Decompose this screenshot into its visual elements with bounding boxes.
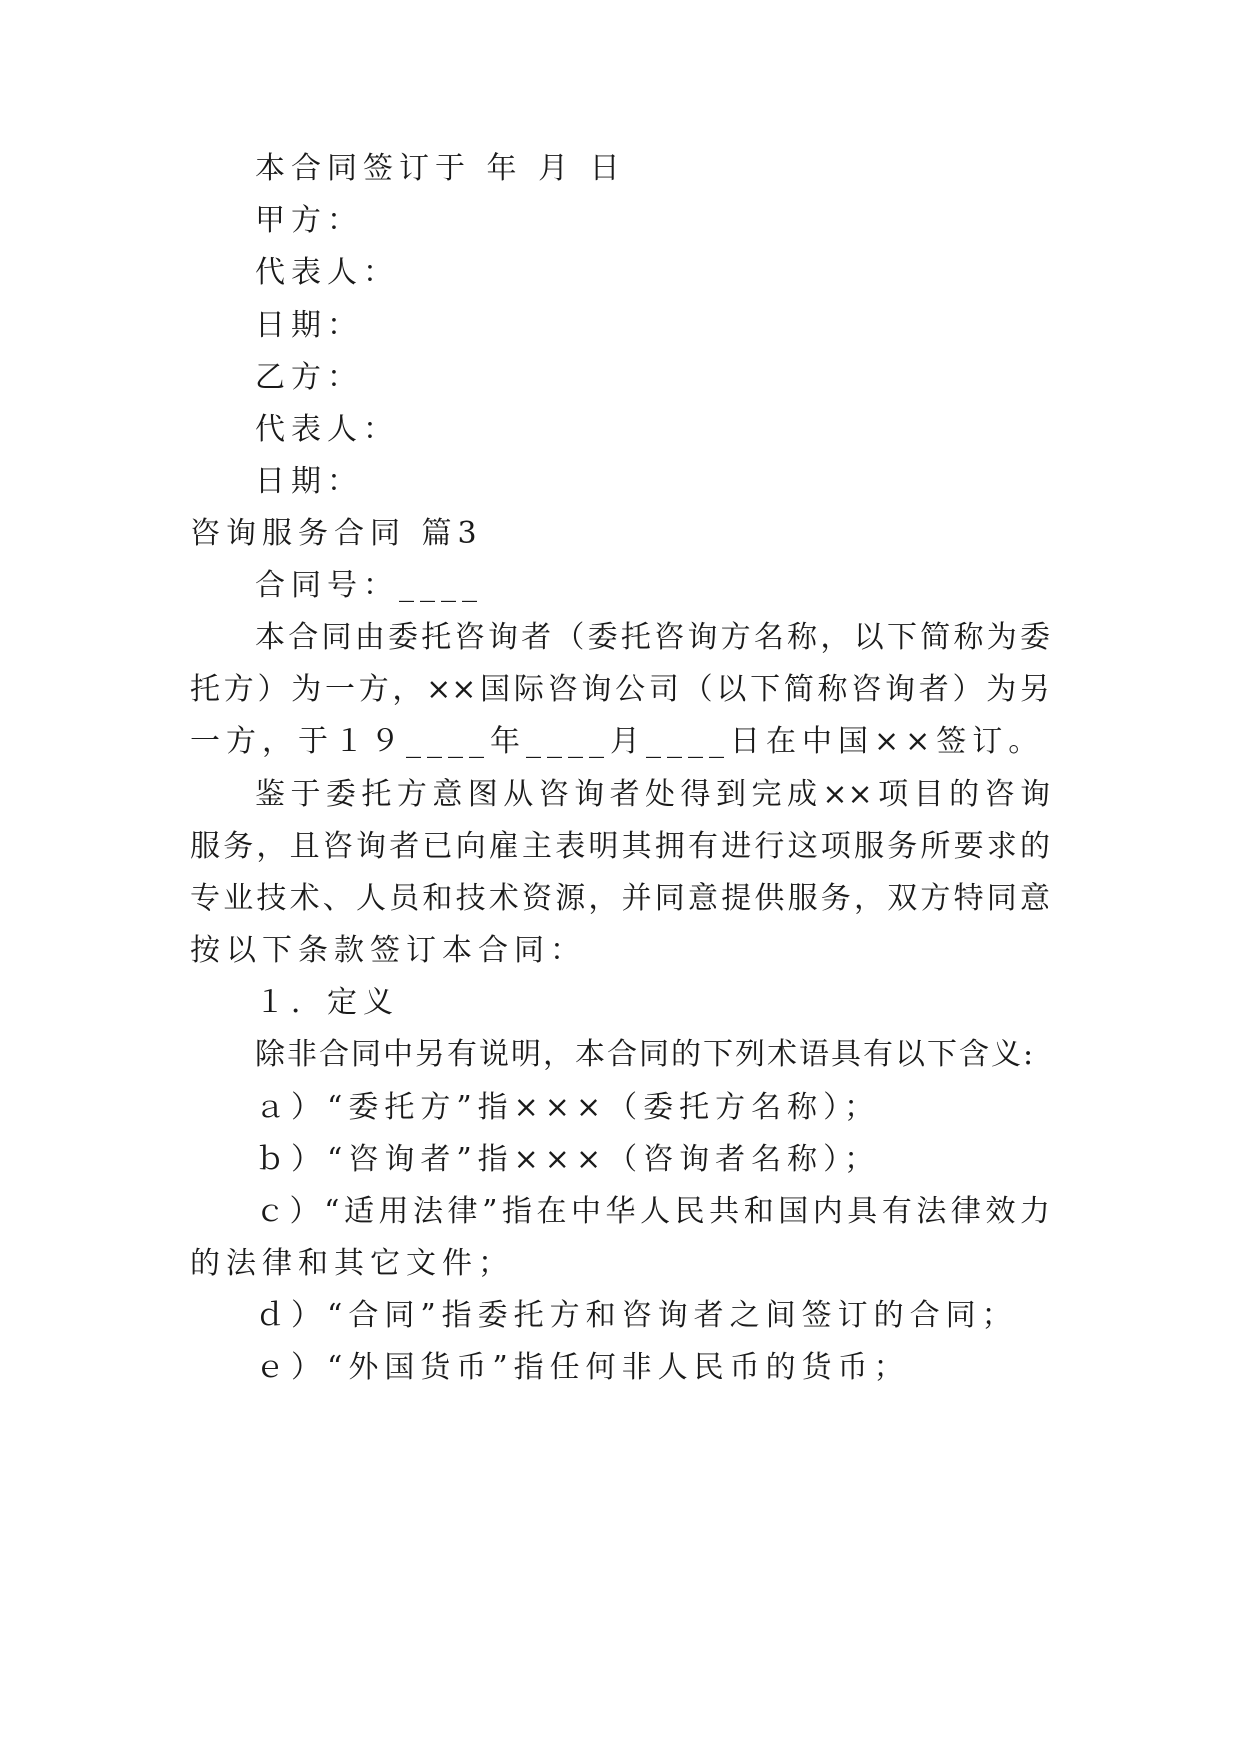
contract-number: 合同号：____	[255, 568, 483, 603]
definition-item-a: ａ）“委托方”指×××（委托方名称）；	[255, 1090, 881, 1125]
definition-item-b: ｂ）“咨询者”指×××（咨询者名称）；	[255, 1142, 881, 1177]
definitions-heading: １．定义	[255, 985, 399, 1020]
recital-line: 鉴于委托方意图从咨询者处得到完成××项目的咨询	[255, 777, 1050, 812]
intro-line: 托方）为一方，××国际咨询公司（以下简称咨询者）为另	[190, 672, 1050, 707]
definition-item-c-continued: 的法律和其它文件；	[190, 1246, 514, 1281]
representative-a-label: 代表人：	[255, 255, 399, 290]
definitions-intro: 除非合同中另有说明，本合同的下列术语具有以下含义:	[255, 1037, 1036, 1072]
definition-item-d: ｄ）“合同”指委托方和咨询者之间签订的合同；	[255, 1298, 1018, 1333]
recital-line: 服务，且咨询者已向雇主表明其拥有进行这项服务所要求的	[190, 829, 1050, 864]
representative-b-label: 代表人：	[255, 412, 399, 447]
party-b-label: 乙方：	[255, 360, 363, 395]
signing-date-line: 本合同签订于 年 月 日	[255, 151, 626, 186]
intro-line: 本合同由委托咨询者（委托咨询方名称，以下简称为委	[255, 620, 1050, 655]
section-heading: 咨询服务合同 篇3	[190, 516, 483, 551]
intro-line: 一方，于１９____年____月____日在中国××签订。	[190, 724, 1045, 759]
date-a-label: 日期：	[255, 308, 363, 343]
recital-line: 专业技术、人员和技术资源，并同意提供服务，双方特同意	[190, 881, 1050, 916]
recital-line: 按以下条款签订本合同：	[190, 933, 586, 968]
date-b-label: 日期：	[255, 464, 363, 499]
definition-item-e: ｅ）“外国货币”指任何非人民币的货币；	[255, 1350, 910, 1385]
party-a-label: 甲方：	[255, 203, 363, 238]
definition-item-c: ｃ）“适用法律”指在中华人民共和国内具有法律效力	[255, 1194, 1050, 1229]
